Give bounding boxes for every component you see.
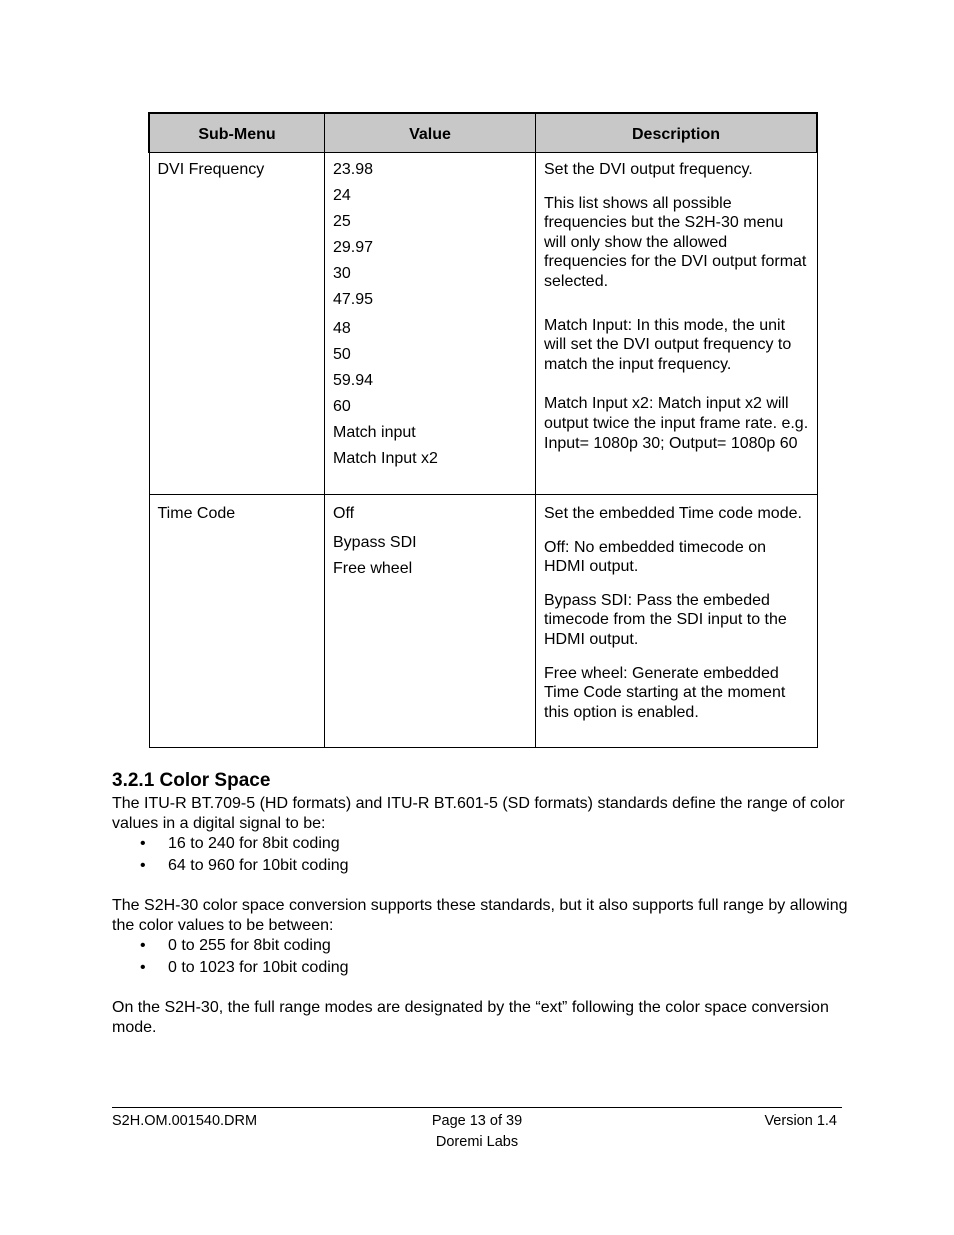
description-text: Free wheel: Generate embedded Time Code starting at the moment this option is enabled.: [544, 664, 786, 721]
value-item: 60: [333, 398, 351, 415]
description-text: This list shows all possible frequencies but the S2H-30 menu will only show the allowed frequencies for the DVI output format selected.: [544, 194, 807, 290]
header-value: Value: [325, 113, 536, 153]
header-submenu: Sub-Menu: [149, 113, 325, 153]
value-item: Free wheel: [333, 560, 413, 577]
value-item: 59.94: [333, 372, 374, 389]
description-text: Match Input: In this mode, the unit will set the DVI output frequency to: [544, 316, 792, 354]
section-heading: 3.2.1 Color Space: [112, 770, 271, 791]
description-text: Off: No embedded timecode on HDMI output.: [544, 538, 767, 576]
description-text: Set the embedded Time code mode.: [544, 505, 802, 522]
description-text: Set the DVI output frequency.: [544, 161, 753, 178]
description-cell: [536, 153, 818, 495]
value-item: Match input: [333, 424, 416, 441]
bullet-list-standard: [112, 833, 349, 876]
value-item: Bypass SDI: [333, 534, 417, 551]
footer-version: Version 1.4: [764, 1113, 837, 1129]
description-cell: [536, 495, 818, 748]
value-item: 48: [333, 320, 351, 337]
footer-page-number: Page 13 of 39: [431, 1113, 523, 1129]
ext-paragraph: On the S2H-30, the full range modes are designated by the “ext” following the color space conversion mode.: [112, 999, 829, 1036]
list-item: • 16 to 240 for 8bit coding: [112, 833, 349, 855]
full-range-paragraph: The S2H-30 color space conversion supports these standards, but it also supports full range by allowing the color values to be between:: [112, 897, 848, 934]
bullet-icon: •: [140, 835, 146, 852]
value-item: Off: [333, 505, 355, 522]
submenu-label: DVI Frequency: [157, 161, 265, 178]
footer-company: Doremi Labs: [435, 1134, 519, 1150]
header-description: Description: [536, 113, 818, 153]
description-text: Bypass SDI: Pass the embeded timecode from the SDI input to the HDMI output.: [544, 591, 787, 648]
footer-divider: [112, 1107, 842, 1108]
table-header-row: [149, 113, 817, 153]
bullet-icon: •: [140, 856, 146, 874]
value-item: 29.97: [333, 239, 374, 256]
bullet-list-full-range: [112, 935, 349, 978]
value-item: 24: [333, 187, 351, 204]
value-item: 23.98: [333, 161, 374, 178]
value-item: 50: [333, 346, 351, 363]
bullet-icon: •: [140, 958, 146, 976]
list-item: • 0 to 1023 for 10bit coding: [112, 957, 349, 979]
value-item: 25: [333, 213, 351, 230]
value-item: 47.95: [333, 291, 374, 308]
value-cell: [325, 153, 536, 495]
description-text: Match Input x2: Match input x2 will output twice the input frame rate. e.g. Input= 1080p 30; Output= 1080p 60: [544, 395, 809, 452]
intro-paragraph: The ITU-R BT.709-5 (HD formats) and ITU-R BT.601-5 (SD formats) standards define the range of color values in a digital signal to be:: [112, 795, 845, 832]
table-row: [149, 495, 817, 748]
table-row: [149, 153, 817, 495]
footer-doc-id: S2H.OM.001540.DRM: [112, 1113, 258, 1129]
list-item: • 0 to 255 for 8bit coding: [112, 935, 349, 957]
submenu-cell: [149, 495, 325, 748]
list-item: • 64 to 960 for 10bit coding: [112, 855, 349, 877]
submenu-cell: [149, 153, 325, 495]
submenu-label: Time Code: [157, 505, 236, 522]
value-item: Match Input x2: [333, 450, 438, 467]
description-text: match the input frequency.: [544, 355, 732, 373]
submenu-table: [148, 112, 818, 748]
value-item: 30: [333, 265, 351, 282]
value-cell: [325, 495, 536, 748]
bullet-icon: •: [140, 937, 146, 954]
